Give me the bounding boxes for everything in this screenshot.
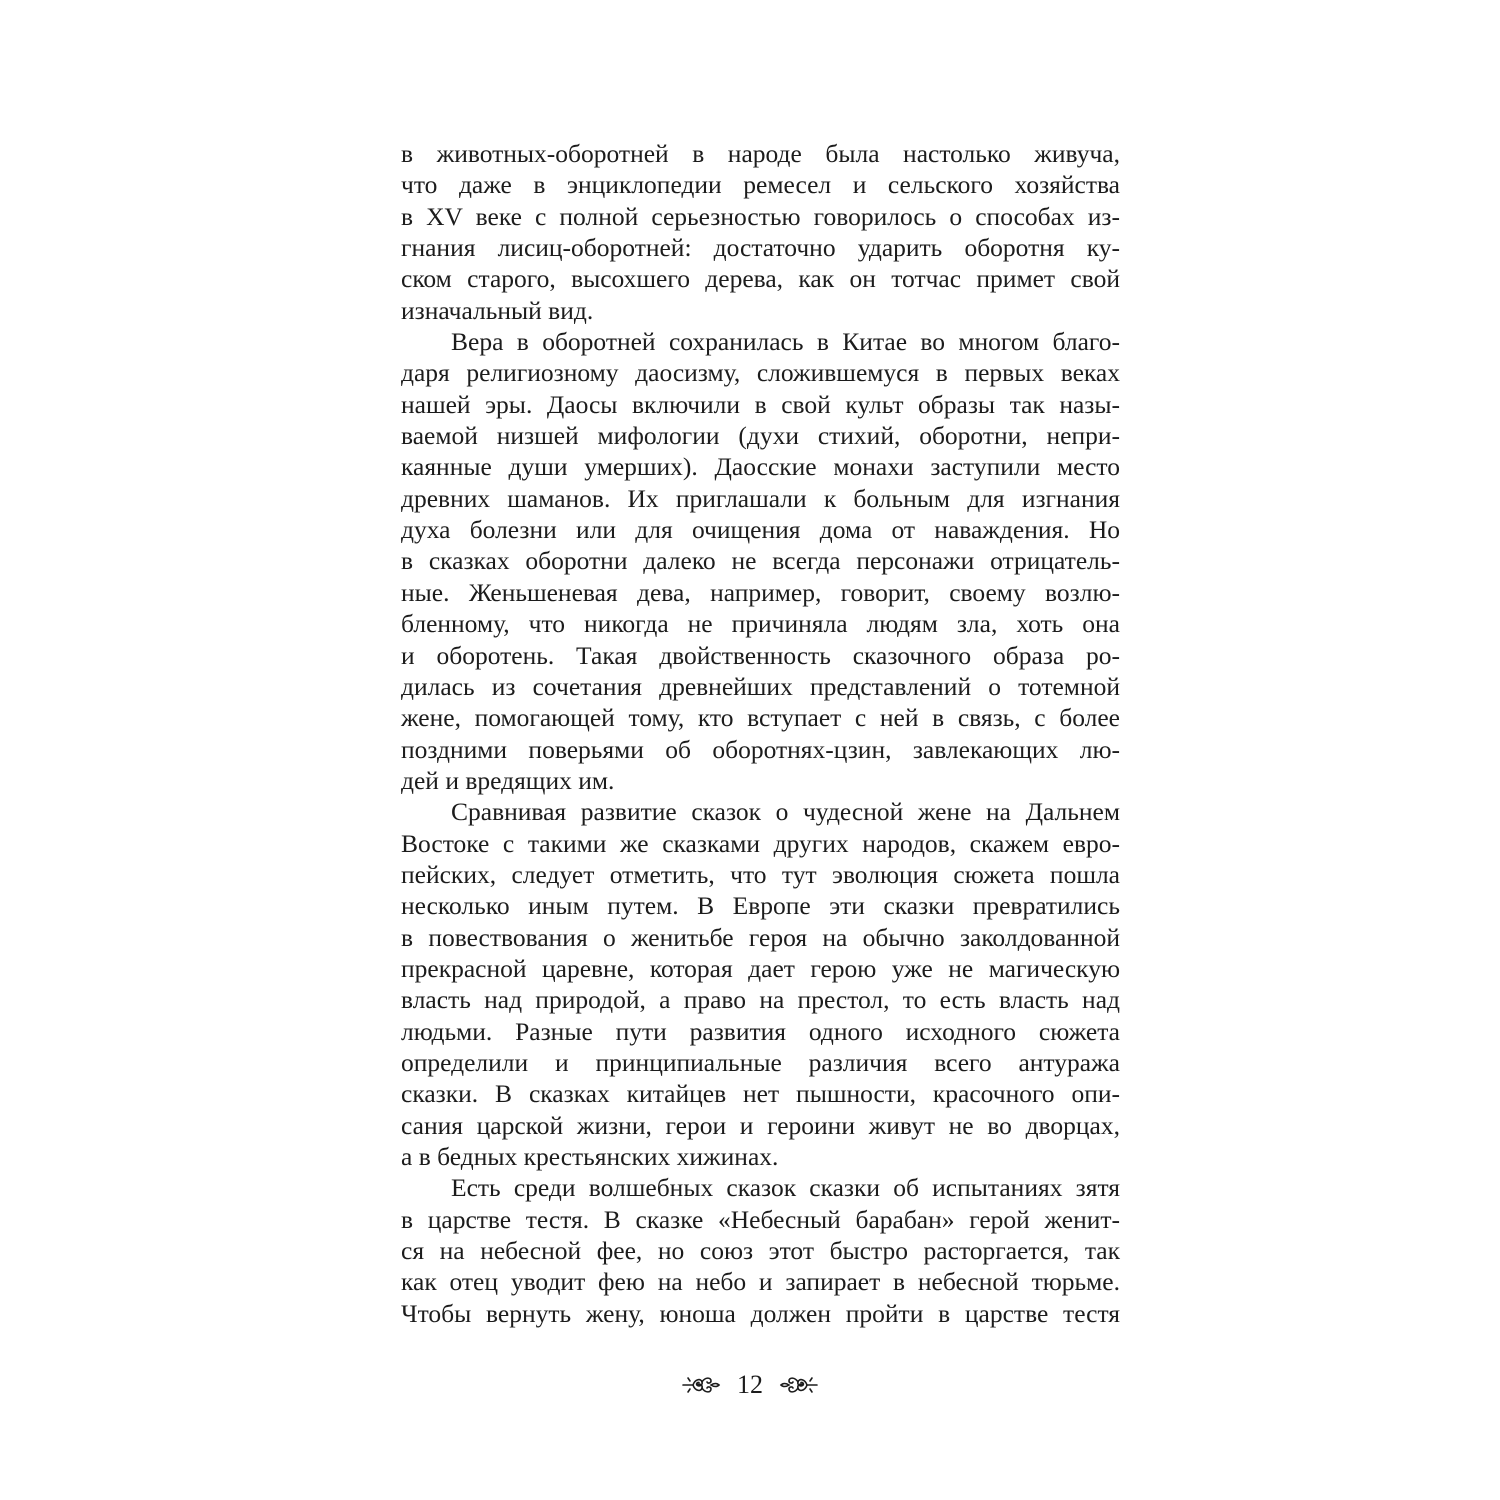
text-line: сания царской жизни, герои и героини живут не во дворцах, — [401, 1110, 1120, 1140]
text-line: Востоке с такими же сказками других народов, скажем евро- — [401, 828, 1120, 858]
text-line: людьми. Разные пути развития одного исходного сюжета — [401, 1016, 1120, 1046]
paragraph — [401, 326, 1120, 796]
paragraph — [401, 138, 1120, 326]
paragraph — [401, 1172, 1120, 1329]
text-line: нашей эры. Даосы включили в свой культ образы так назы- — [401, 389, 1120, 419]
text-line: жене, помогающей тому, кто вступает с ней в связь, с более — [401, 703, 1120, 733]
text-line: прекрасной царевне, которая дает герою уже не магическую — [401, 953, 1120, 983]
text-line: ваемой низшей мифологии (духи стихий, оборотни, непри- — [401, 421, 1120, 451]
text-line: Сравнивая развитие сказок о чудесной жене на Дальнем — [451, 797, 1120, 827]
text-line: в сказках оборотни далеко не всегда персонажи отрицатель- — [401, 546, 1120, 576]
text-line: в царстве тестя. В сказке «Небесный барабан» герой женит- — [401, 1204, 1120, 1234]
page-footer — [0, 1367, 1500, 1403]
text-line: как отец уводит фею на небо и запирает в небесной тюрьме. — [401, 1267, 1120, 1297]
text-line: ные. Женьшеневая дева, например, говорит, своему возлю- — [401, 577, 1120, 607]
text-line: пейских, следует отметить, что тут эволюция сюжета пошла — [401, 859, 1120, 889]
text-line: несколько иным путем. В Европе эти сказки превратились — [401, 891, 1120, 921]
text-line: а в бедных крестьянских хижинах. — [401, 1142, 779, 1171]
text-line: дей и вредящих им. — [401, 765, 615, 795]
flourish-ornament-icon — [777, 1370, 819, 1400]
text-line: сказки. В сказках китайцев нет пышности, красочного опи- — [401, 1079, 1120, 1109]
text-line: дилась из сочетания древнейших представлений о тотемной — [401, 671, 1120, 701]
text-line: духа болезни или для очищения дома от наваждения. Но — [401, 515, 1120, 545]
text-line: Вера в оборотней сохранилась в Китае во многом благо- — [451, 327, 1120, 357]
text-line: Есть среди волшебных сказок сказки об испытаниях зятя — [451, 1173, 1120, 1203]
text-line: определили и принципиальные различия всего антуража — [401, 1047, 1120, 1077]
text-line: гнания лисиц-оборотней: достаточно ударить оборотня ку- — [401, 233, 1120, 263]
page-number: 12 — [737, 1370, 763, 1399]
text-line: в животных-оборотней в народе была настолько живуча, — [401, 139, 1120, 168]
text-line: поздними поверьями об оборотнях-цзин, завлекающих лю- — [401, 734, 1120, 764]
text-line: в повествования о женитьбе героя на обычно заколдованной — [401, 922, 1120, 952]
paragraph — [401, 796, 1120, 1172]
text-line: каянные души умерших). Даосские монахи заступили место — [401, 452, 1120, 482]
text-line: и оборотень. Такая двойственность сказочного образа ро- — [401, 640, 1120, 670]
text-line: даря религиозному даосизму, сложившемуся в первых веках — [401, 358, 1120, 388]
text-line: Чтобы вернуть жену, юноша должен пройти в царстве тестя — [401, 1298, 1120, 1328]
text-line: изначальный вид. — [401, 295, 594, 325]
text-line: в XV веке с полной серьезностью говорилось о способах из- — [401, 201, 1120, 231]
body-text — [401, 138, 1120, 1329]
text-line: что даже в энциклопедии ремесел и сельского хозяйства — [401, 170, 1120, 200]
text-line: ском старого, высохшего дерева, как он тотчас примет свой — [401, 264, 1120, 294]
text-line: бленному, что никогда не причиняла людям зла, хоть она — [401, 609, 1120, 639]
text-line: древних шаманов. Их приглашали к больным для изгнания — [401, 483, 1120, 513]
text-line: ся на небесной фее, но союз этот быстро расторгается, так — [401, 1236, 1120, 1266]
text-line: власть над природой, а право на престол, то есть власть над — [401, 985, 1120, 1015]
flourish-ornament-icon — [681, 1370, 723, 1400]
